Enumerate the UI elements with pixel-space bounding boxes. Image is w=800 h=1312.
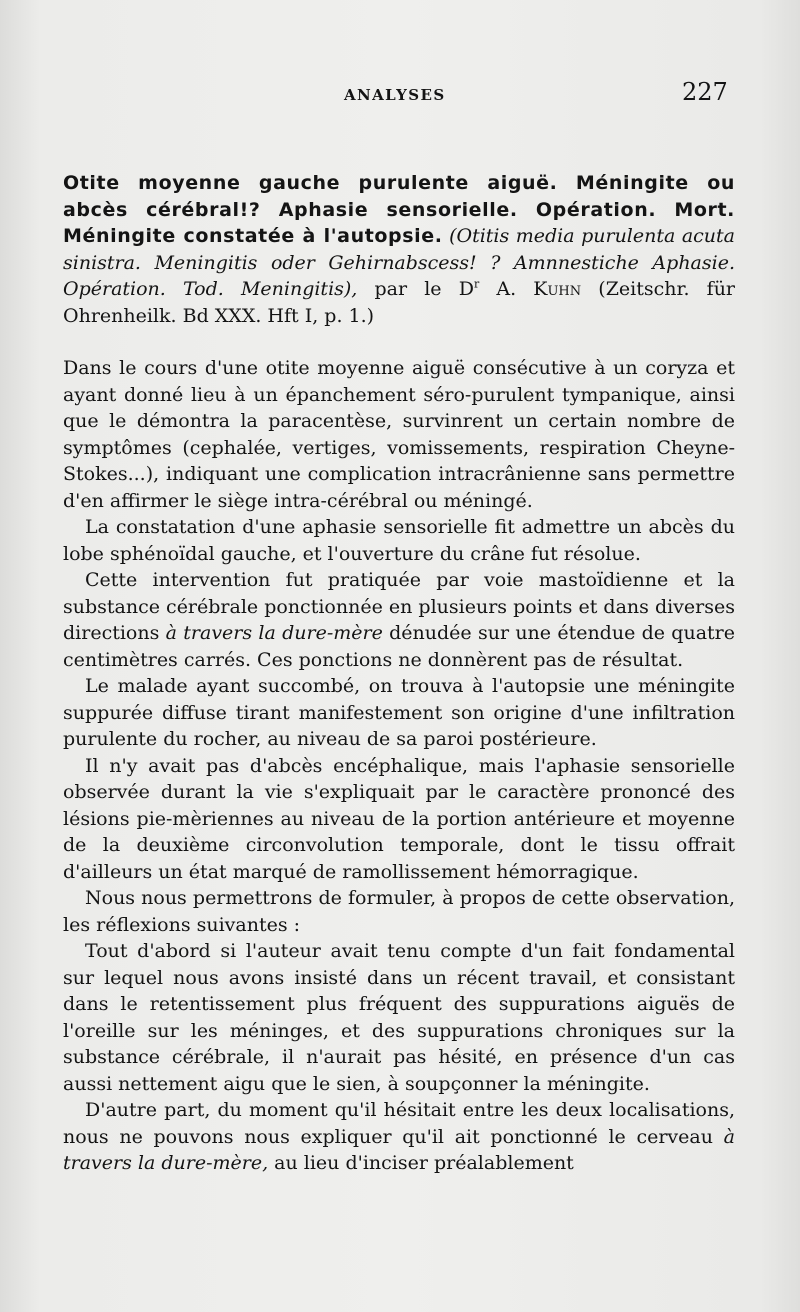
paragraph-3-start: Cette intervention fut pratiquée par voie mastoïdienne et la substance cérébrale ponctionnée en plusieurs points et dans diverses directions [63,569,735,644]
author-prefix: par le D [374,278,474,300]
paragraph-8-start: D'autre part, du moment qu'il hésitait entre les deux localisations, nous ne pouvons nous expliquer qu'il ait ponctionné le cerveau [63,1099,735,1148]
text-column [63,170,735,1177]
paragraph-1: Dans le cours d'une otite moyenne aiguë consécutive à un coryza et ayant donné lieu à un épanchement séro-purulent tympanique, ainsi que le démontra la paracentèse, survinrent un certain nombre de symptômes (cephalée, vertiges, vomissements, respiration Cheyne-Stokes...), indiquant une complication intracrânienne sans permettre d'en affirmer le siège intra-cérébral ou méningé. [63,357,735,512]
paragraph-5: Il n'y avait pas d'abcès encéphalique, mais l'aphasie sensorielle observée durant la vie s'expliquait par le caractère prononcé des lésions pie-mèriennes au niveau de la portion antérieure et moyenne de la deuxième circonvolution temporale, dont le tissu offrait d'ailleurs un état marqué de ramollissement hémorragique. [63,754,735,883]
article-title: Otite moyenne gauche purulente aiguë. Méningite ou abcès cérébral!? Aphasie sensorielle. Opération. Mort. Méningite constatée à l'autopsie. [63,172,735,247]
author-name: A. Kuhn [496,278,582,300]
author-superscript: r [473,277,480,291]
paragraph-3-italic: à travers la dure-mère [165,622,383,644]
running-head [0,78,800,114]
page-number: 227 [682,78,728,106]
paragraph-3 [63,567,735,673]
running-title: ANALYSES [344,86,446,104]
paragraph-4: Le malade ayant succombé, on trouva à l'autopsie une méningite suppurée diffuse tirant manifestement son origine d'une infiltration purulente du rocher, au niveau de sa paroi postérieure. [63,675,735,750]
paragraph-7: Tout d'abord si l'auteur avait tenu compte d'un fait fondamental sur lequel nous avons insisté dans un récent travail, et consistant dans le retentissement plus fréquent des suppurations aiguës de l'oreille sur les méninges, et des suppurations chroniques sur la substance cérébrale, il n'aurait pas hésité, en présence d'un cas aussi nettement aigu que le sien, à soupçonner la méningite. [63,940,735,1095]
paragraph-2: La constatation d'une aphasie sensorielle fit admettre un abcès du lobe sphénoïdal gauche, et l'ouverture du crâne fut résolue. [63,516,735,565]
paragraph-8 [63,1097,735,1177]
paragraph-8-italic: à travers la dure-mère, [63,1125,735,1174]
paragraph-8-end: au lieu d'inciser préalablement [274,1152,574,1174]
paragraph-6: Nous nous permettrons de formuler, à propos de cette observation, les réflexions suivantes : [63,887,735,936]
article-heading [63,170,735,329]
article-german-title: (Otitis media purulenta acuta sinistra. Meningitis oder Gehirnabscess! ? Amnnestiche Aphasie. Opération. Tod. Meningitis), [63,225,735,300]
citation: (Zeitschr. für Ohrenheilk. Bd XXX. Hft I, p. 1.) [63,278,736,327]
paragraph-3-end: dénudée sur une étendue de quatre centimètres carrés. Ces ponctions ne donnèrent pas de résultat. [63,622,735,671]
